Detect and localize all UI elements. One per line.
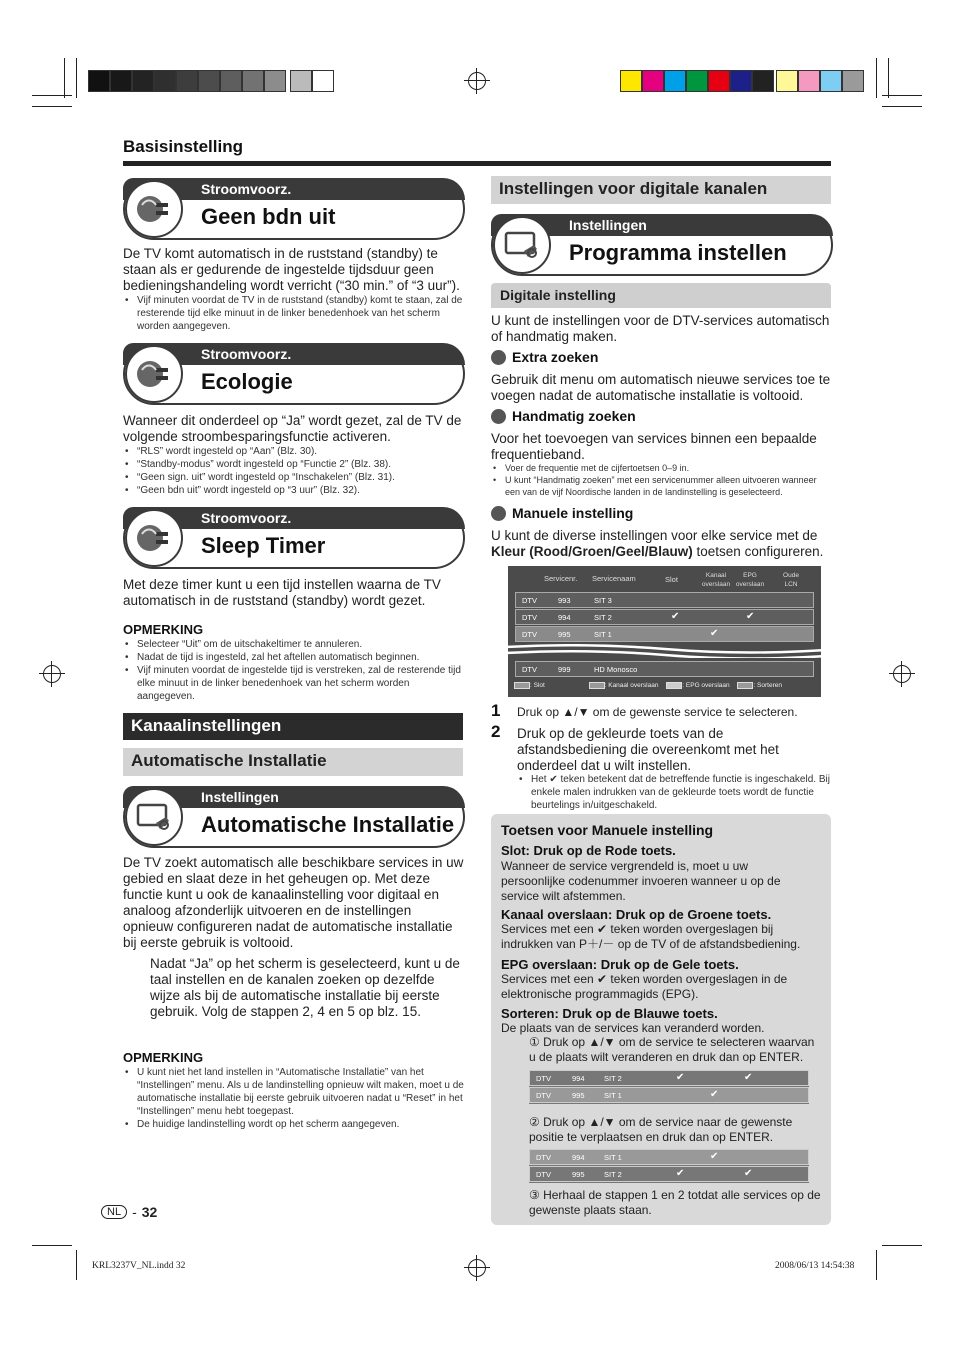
step-number: 2 (491, 722, 501, 741)
heading: Sleep Timer (201, 533, 326, 558)
list-item: • De huidige landinstelling wordt op het scherm aangegeven. (123, 1118, 465, 1131)
registration-mark-top (468, 72, 486, 90)
list-item: • Selecteer “Uit” om de uitschakeltimer te annuleren. (123, 638, 465, 651)
power-plug-icon (125, 345, 183, 403)
power-plug-icon (125, 180, 183, 238)
category-label: Stroomvoorz. (201, 510, 292, 526)
epg-text: Services met een ✔ teken worden overgeslagen in de elektronische programmagids (EPG). (501, 972, 788, 1001)
sort-heading: Sorteren: Druk op de Blauwe toets. (501, 1006, 718, 1021)
page-number-block: NL - 32 (101, 1204, 157, 1220)
table-row[interactable]: DTV 999 HD Monosco (515, 661, 814, 677)
list-item: • Vijf minuten voordat de TV in de ruststand (standby) komt te staan, zal de resterende tijd elke minuut in de linker benedenhoek van het scherm worden aangegeven. (123, 294, 465, 333)
list-item: • “RLS” wordt ingesteld op “Aan” (Blz. 30). (123, 445, 465, 458)
auto-install-instruction: Nadat “Ja” op het scherm is geselecteerd, kunt u de taal instellen en de kanalen zoeken op dezelfde wijze als bij de automatische installatie bij eerste gebruik. Volg de stappen 2, 4 en 5 op blz. 15. (150, 956, 460, 1019)
tv-settings-icon (125, 788, 183, 846)
screen-legend: : Slot : Kanaal overslaan : EPG overslaan : Sorteren (514, 682, 782, 689)
registration-mark-right (893, 665, 911, 683)
file-info: KRL3237V_NL.indd 32 (92, 1261, 186, 1271)
kanaal-heading: Kanaal overslaan: Druk op de Groene toets. (501, 907, 772, 922)
ecologie-bullets (123, 445, 465, 497)
automatische-installatie-bar: Automatische Installatie (123, 748, 463, 776)
geen-bdn-uit-header (123, 178, 465, 240)
power-plug-icon (125, 509, 183, 567)
ecologie-body: Wanneer dit onderdeel op “Ja” wordt gezet, zal de TV de volgende stroombesparingsfunctie activeren. (123, 413, 462, 444)
extra-zoeken-body: Gebruik dit menu om automatisch nieuwe services toe te voegen nadat de automatische installatie is voltooid. (491, 372, 831, 403)
table-row: DTV 994 SIT 1 ✔ (529, 1149, 809, 1165)
box-title: Toetsen voor Manuele instelling (501, 822, 714, 838)
handmatig-bullets (491, 462, 833, 498)
category-label: Stroomvoorz. (201, 346, 292, 362)
list-item: • U kunt niet het land instellen in “Automatische Installatie” van het “Instellingen” menu. Als u de landinstelling opnieuw wilt maken, moet u de automatische installatie bij eerste gebruik uitvoeren nadat u “Reset” in het “Instellingen” menu hebt toegepast. (123, 1066, 465, 1118)
registration-mark-bottom (468, 1259, 486, 1277)
category-label: Instellingen (201, 789, 279, 805)
step-number: 1 (491, 701, 501, 720)
category-label: Instellingen (569, 217, 647, 233)
list-item: • “Geen bdn uit” wordt ingesteld op “3 uur” (Blz. 32). (123, 484, 465, 497)
heading: Automatische Installatie (201, 812, 455, 837)
intro-text: U kunt de instellingen voor de DTV-services automatisch of handmatig maken. (491, 313, 830, 344)
table-row[interactable]: DTV 995 SIT 1 ✔ (515, 626, 814, 642)
slot-heading: Slot: Druk op de Rode toets. (501, 843, 676, 858)
mini-table-2 (529, 1149, 809, 1183)
digitale-kanalen-bar: Instellingen voor digitale kanalen (491, 176, 831, 204)
list-item: • U kunt “Handmatig zoeken” met een servicenummer alleen uitvoeren wanneer een van de vijf Noordische landen in de landinstelling is geselecteerd. (491, 474, 833, 498)
bullet-dot-icon (491, 409, 506, 424)
handmatig-zoeken-body: Voor het toevoegen van services binnen een bepaalde frequentieband. (491, 431, 817, 462)
programma-instellen-header (491, 214, 833, 276)
bullet-dot-icon (491, 506, 506, 521)
auto-install-header (123, 786, 465, 848)
manual-setting-screen: Servicenr. Servicenaam Slot Kanaal overslaan EPG overslaan Oude LCN DTV 993 SIT 3 DTV 994 SIT 2 ✔ ✔ DTV 995 SIT 1 ✔ DTV 999 HD Monosco : Slot : Kanaal overslaan : EPG overslaan : Sorteren (508, 566, 821, 697)
heading: Geen bdn uit (201, 204, 336, 229)
mini-table-1 (529, 1070, 809, 1104)
auto-install-bullets (123, 1066, 465, 1131)
bullet-dot-icon (491, 350, 506, 365)
sort-step-1: ① Druk op ▲/▼ om de service te selecteren waarvan u de plaats wilt veranderen en druk dan op ENTER. (529, 1035, 815, 1064)
handmatig-zoeken-heading: Handmatig zoeken (491, 408, 636, 424)
sort-step-3: ③ Herhaal de stappen 1 en 2 totdat alle services op de gewenste plaats staan. (529, 1188, 821, 1217)
sleep-timer-body: Met deze timer kunt u een tijd instellen waarna de TV automatisch in de ruststand (standby) wordt gezet. (123, 577, 441, 608)
geen-bdn-uit-body: De TV komt automatisch in de ruststand (standby) te staan als er gedurende de ingestelde tijdsduur geen bedieningshandeling wordt verricht (“30 min.” of “3 uur”). (123, 246, 460, 293)
manuele-instelling-heading: Manuele instelling (491, 505, 633, 521)
digitale-instelling-bar: Digitale instelling (491, 283, 831, 308)
table-row: DTV 994 SIT 2 ✔ ✔ (529, 1070, 809, 1086)
list-item: • Vijf minuten voordat de ingestelde tijd is verstreken, zal de resterende tijd elke minuut in de linker benedenhoek van het scherm worden aangegeven. (123, 664, 465, 703)
table-row[interactable]: DTV 993 SIT 3 (515, 592, 814, 608)
kanaal-text: Services met een ✔ teken worden overgeslagen bij indrukken van P＋/－ op de TV of de afstandsbediening. (501, 922, 801, 951)
ecologie-header (123, 343, 465, 405)
category-label: Stroomvoorz. (201, 181, 292, 197)
registration-mark-left (43, 665, 61, 683)
break-wave-icon (490, 644, 840, 658)
step-1-text: Druk op ▲/▼ om de gewenste service te selecteren. (517, 705, 798, 719)
list-item: • Het ✔ teken betekent dat de betreffende functie is ingeschakeld. Bij enkele malen indrukken van de gekleurde toets wordt de functie beurtelings in/uitgeschakeld. (517, 773, 832, 812)
epg-heading: EPG overslaan: Druk op de Gele toets. (501, 957, 739, 972)
heading: Programma instellen (569, 240, 787, 265)
table-row[interactable]: DTV 994 SIT 2 ✔ ✔ (515, 609, 814, 625)
extra-zoeken-heading: Extra zoeken (491, 349, 598, 365)
sleep-timer-header (123, 507, 465, 569)
list-item: • “Geen sign. uit” wordt ingesteld op “Inschakelen” (Blz. 31). (123, 471, 465, 484)
step-2-bullets (517, 773, 832, 812)
list-item: • Nadat de tijd is ingesteld, zal het aftellen automatisch beginnen. (123, 651, 465, 664)
print-date: 2008/06/13 14:54:38 (775, 1261, 855, 1271)
slot-text: Wanneer de service vergrendeld is, moet u uw persoonlijke codenummer invoeren wanneer u op de service wilt afstemmen. (501, 859, 781, 903)
geen-bdn-uit-bullets (123, 294, 465, 333)
sort-text: De plaats van de services kan veranderd worden. (501, 1021, 765, 1035)
tv-settings-icon (493, 216, 551, 274)
header-rule (123, 161, 831, 166)
table-row: DTV 995 SIT 2 ✔ ✔ (529, 1166, 809, 1182)
note-heading: OPMERKING (123, 622, 204, 637)
auto-install-body: De TV zoekt automatisch alle beschikbare services in uw gebied en slaat deze in het geheugen op. Met deze functie kunt u ook de kanaalinstelling voor digitaal en analoog afzonderlijk uitvoeren en de instellingen opnieuw configureren nadat de automatische installatie bij eerste gebruik is voltooid. (123, 855, 464, 950)
table-row: DTV 995 SIT 1 ✔ (529, 1087, 809, 1103)
manuele-instelling-body: U kunt de diverse instellingen voor elke service met de Kleur (Rood/Groen/Geel/Blauw) toetsen configureren. (491, 528, 824, 559)
list-item: • “Standby-modus” wordt ingesteld op “Functie 2” (Blz. 38). (123, 458, 465, 471)
sort-step-2: ② Druk op ▲/▼ om de service naar de gewenste positie te verplaatsen en druk dan op ENTER. (529, 1115, 793, 1144)
kanaalinstellingen-bar: Kanaalinstellingen (123, 713, 463, 740)
page-number: 32 (141, 1204, 158, 1220)
step-2-text: Druk op de gekleurde toets van de afstandsbediening die overeenkomt met het onderdeel dat u wilt instellen. (517, 726, 779, 773)
section-title: Basisinstelling (123, 137, 243, 156)
language-badge: NL (101, 1205, 127, 1219)
list-item: • Voer de frequentie met de cijfertoetsen 0–9 in. (491, 462, 833, 474)
manual-keys-box (491, 814, 831, 1225)
note-heading: OPMERKING (123, 1050, 204, 1065)
sleep-timer-bullets (123, 638, 465, 703)
heading: Ecologie (201, 369, 293, 394)
